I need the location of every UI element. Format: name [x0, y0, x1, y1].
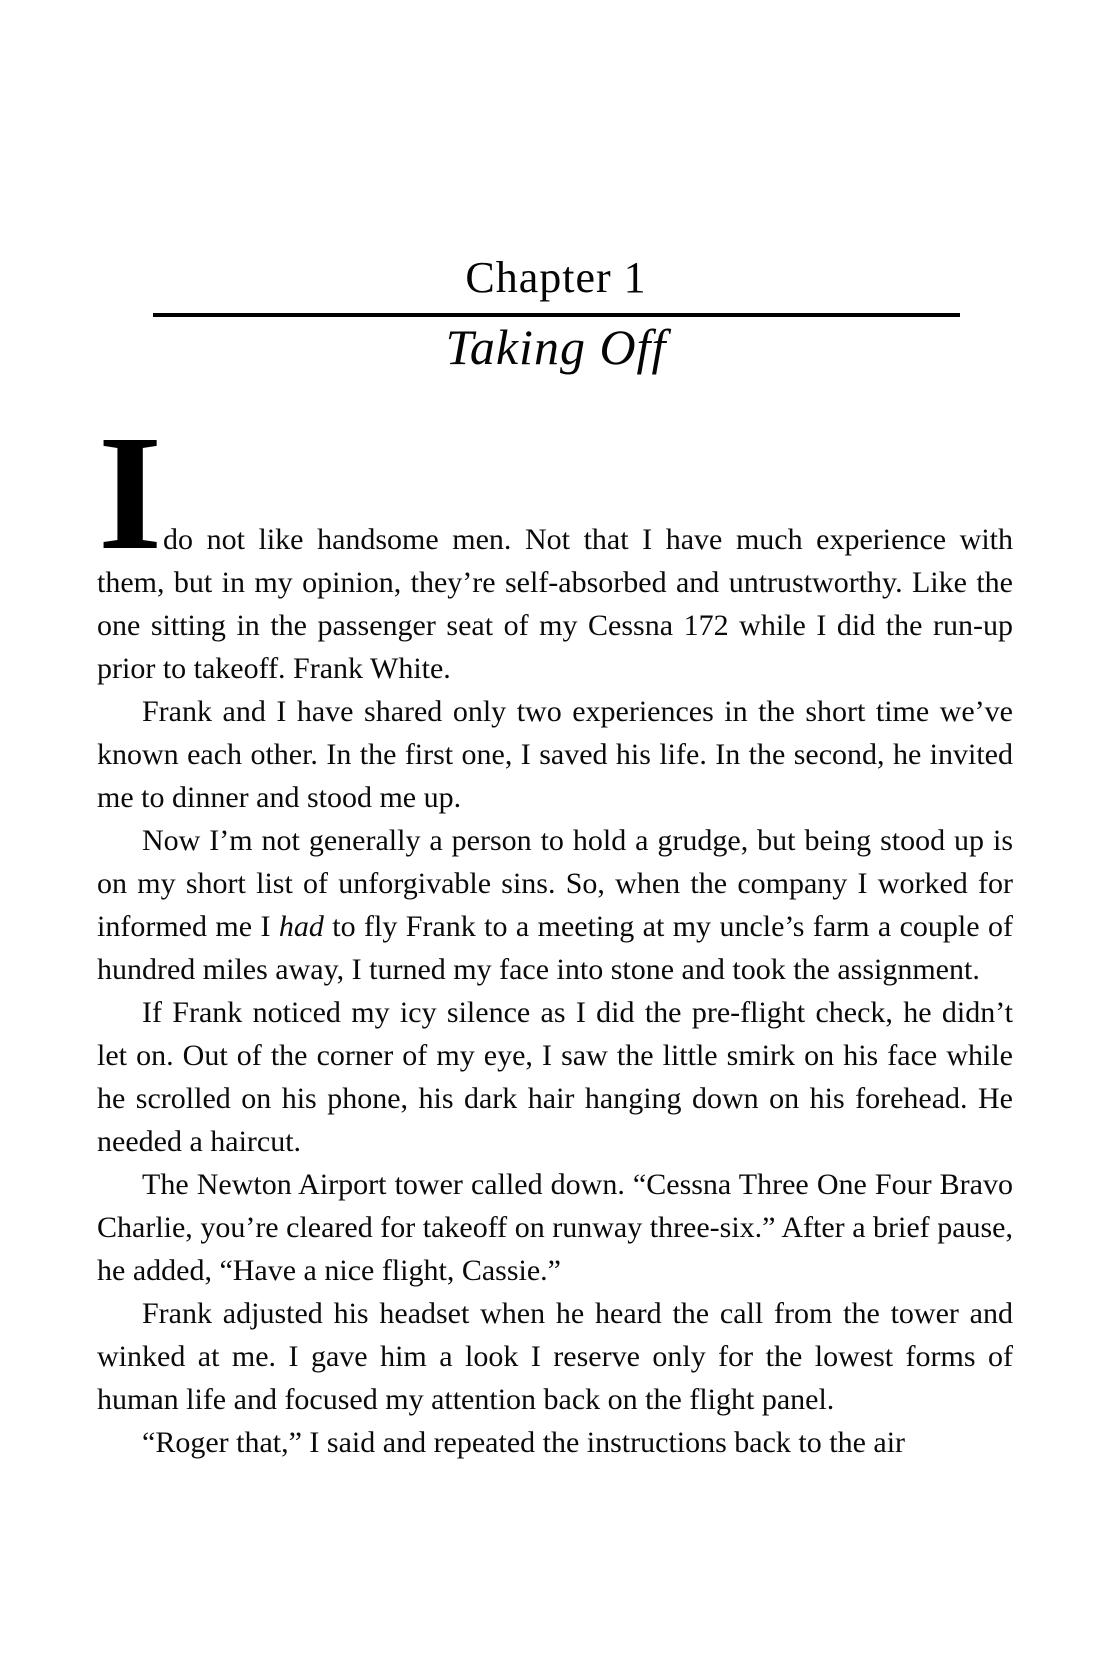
chapter-divider-rule	[153, 313, 960, 317]
chapter-title: Taking Off	[445, 319, 667, 375]
chapter-number-heading: Chapter 1	[465, 253, 647, 302]
paragraph	[97, 518, 1013, 690]
paragraph	[97, 1292, 1013, 1421]
text-run: If Frank noticed my icy silence as I did the pre-flight check, he didn’t let on. Out of the corner of my eye, I saw the little smirk on his face while he scrolled on his phone, his dark hair hanging down on his forehead. He needed a haircut.	[97, 996, 1013, 1158]
text-run: Frank and I have shared only two experiences in the short time we’ve known each other. In the first one, I saved his life. In the second, he invited me to dinner and stood me up.	[97, 695, 1013, 814]
paragraph	[97, 991, 1013, 1163]
paragraph	[97, 1421, 1013, 1464]
body-text	[97, 518, 1013, 1464]
paragraph	[97, 819, 1013, 991]
drop-cap-initial: I	[98, 401, 163, 584]
italic-text-run: had	[278, 910, 324, 943]
text-run: to fly Frank to a meeting at my uncle’s farm a couple of hundred miles away, I turned my face into stone and took the assignment.	[97, 910, 1013, 986]
text-run: “Roger that,” I said and repeated the instructions back to the air	[142, 1426, 906, 1459]
text-run: Now I’m not generally a person to hold a grudge, but being stood up is on my short list of unforgivable sins. So, when the company I worked for informed me I	[97, 824, 1013, 943]
text-run: Frank adjusted his headset when he heard the call from the tower and winked at me. I gave him a look I reserve only for the lowest forms of human life and focused my attention back on the flight panel.	[97, 1297, 1013, 1416]
paragraph	[97, 690, 1013, 819]
text-run: do not like handsome men. Not that I have much experience with them, but in my opinion, they’re self-absorbed and untrustworthy. Like the one sitting in the passenger seat of my Cessna 172 while I did the run-up prior to takeoff. Frank White.	[97, 523, 1013, 685]
paragraph	[97, 1163, 1013, 1292]
text-run: The Newton Airport tower called down. “Cessna Three One Four Bravo Charlie, you’re cleared for takeoff on runway three-six.” After a brief pause, he added, “Have a nice flight, Cassie.”	[97, 1168, 1013, 1287]
